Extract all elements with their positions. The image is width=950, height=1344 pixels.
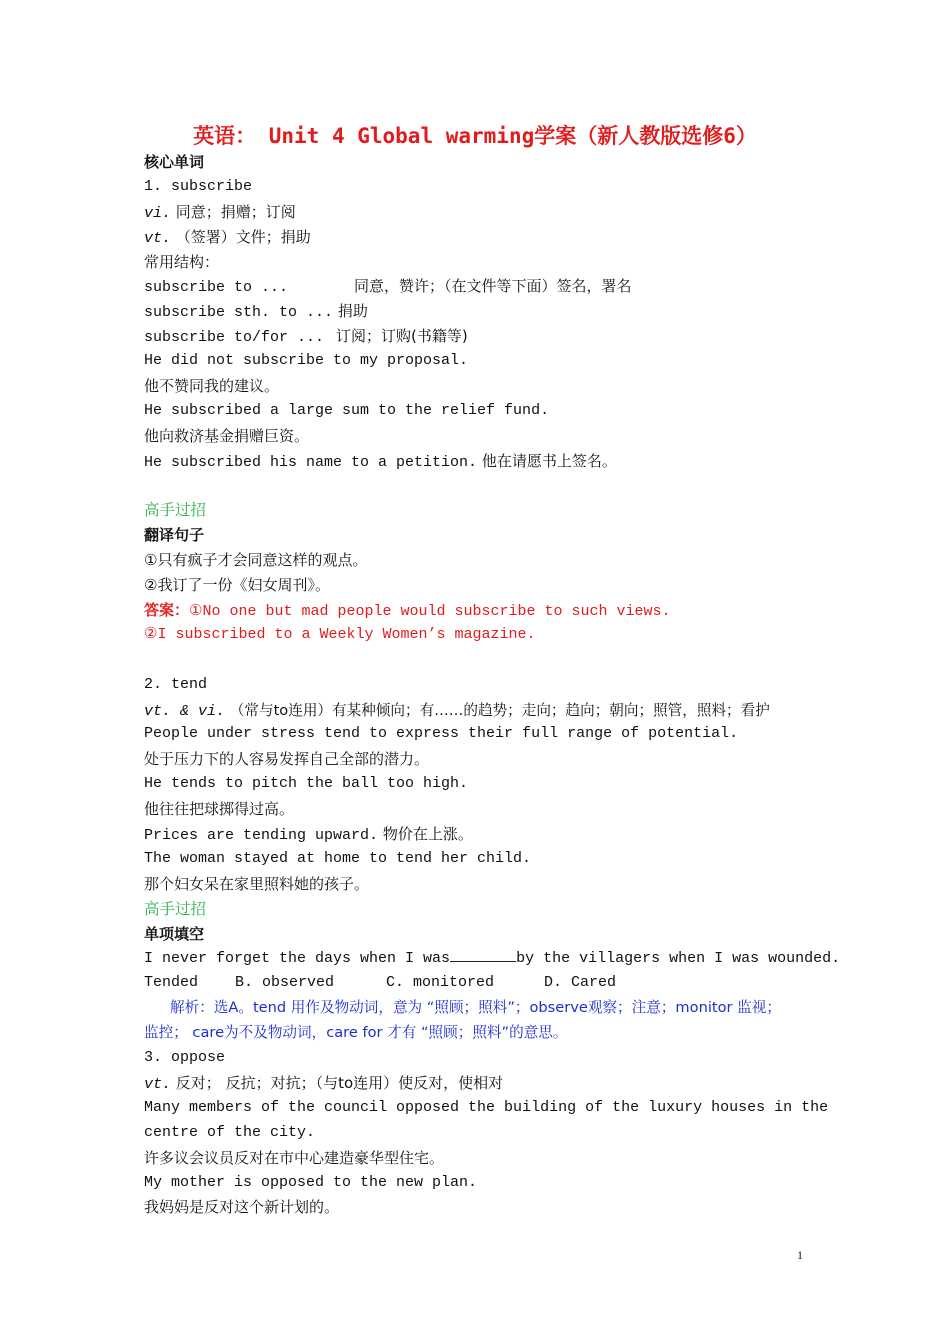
example-en: He did not subscribe to my proposal. [144,352,469,370]
example-cn: 那个妇女呆在家里照料她的孩子。 [144,874,370,893]
practice-question-1: ①只有疯子才会同意这样的观点。 [144,551,368,570]
choice-options [144,971,824,996]
example-3 [144,449,824,474]
example-en: Many members of the council opposed the building of the luxury houses in the [144,1098,829,1116]
question-text: I never forget the days when I was [144,949,451,967]
explanation-line-2: 监控； care为不及物动词，care for 才有 “照顾；照料”的意思。 [144,1024,568,1042]
word-1-vi [144,200,824,225]
definition: （签署）文件；捐助 [175,227,311,246]
question-text: by the villagers when I was wounded. [516,949,841,967]
answer-text: ①No one but mad people would subscribe to such views. [189,603,671,621]
example-cn: 物价在上涨。 [382,825,473,844]
explanation-line-1: 解析：选A。tend 用作及物动词，意为 “照顾；照料”；observe观察；注意；monitor 监视； [170,999,781,1017]
example-en: centre of the city. [144,1123,316,1141]
example-cn: 他在请愿书上签名。 [481,451,617,470]
pos-tag: vt. & vi. [144,702,226,720]
example-en: He subscribed his name to a petition. [144,453,478,471]
answer-blank [450,947,516,962]
practice-label: 高手过招 [144,501,207,520]
structure-en: subscribe sth. to ... [144,304,334,322]
example-cn: 许多议会议员反对在市中心建造豪华型住宅。 [144,1148,445,1167]
structure-cn: 同意，赞许；（在文件等下面）签名，署名 [354,277,632,296]
example-en: Prices are tending upward. [144,827,379,845]
example-cn: 我妈妈是反对这个新计划的。 [144,1198,340,1217]
spacer [144,648,824,673]
practice-task: 翻译句子 [144,526,205,545]
section-heading: 核心单词 [144,153,205,171]
page-title: 英语： Unit 4 Global warming学案（新人教版选修6） [193,124,757,148]
page-number: 1 [797,1248,803,1262]
word-3-heading: 3. oppose [144,1049,226,1067]
option-d: D. Cared [544,974,617,992]
example-cn: 处于压力下的人容易发挥自己全部的潜力。 [144,750,430,769]
word-2-heading: 2. tend [144,675,208,693]
structure-3 [144,324,824,349]
answer-2: ②I subscribed to a Weekly Women’s magazine. [144,625,536,643]
pos-tag: vi. [144,204,172,222]
example-cn: 他向救济基金捐赠巨资。 [144,426,310,445]
example-en: The woman stayed at home to tend her child. [144,849,532,867]
definition: 反对； 反抗；对抗；（与to连用）使反对，使相对 [175,1073,504,1092]
example-cn: 他不赞同我的建议。 [144,377,280,396]
spacer [144,474,824,499]
example-3 [144,822,824,847]
practice-label: 高手过招 [144,899,207,918]
word-2-definition [144,698,824,723]
example-en: He subscribed a large sum to the relief fund. [144,401,550,419]
word-3-definition [144,1071,824,1096]
structure-en: subscribe to/for ... [144,329,325,347]
word-1-heading: 1. subscribe [144,177,253,195]
practice-task: 单项填空 [144,924,205,943]
word-1-vt [144,225,824,250]
example-en: People under stress tend to express their full range of potential. [144,725,739,743]
answer-1 [144,598,824,623]
option-c: C. monitored [386,974,495,992]
fill-in-question [144,947,841,972]
example-en: He tends to pitch the ball too high. [144,775,469,793]
practice-question-2: ②我订了一份《妇女周刊》。 [144,576,330,595]
structure-2 [144,299,824,324]
definition: 同意；捐赠；订阅 [175,202,296,221]
document-body [144,150,841,1220]
structure-1 [144,274,824,299]
structure-label: 常用结构： [144,252,220,271]
option-a: Tended [144,974,199,992]
structure-en: subscribe to ... [144,279,289,297]
option-b: B. observed [235,974,335,992]
structure-cn: 订阅；订购(书籍等) [336,327,468,346]
structure-cn: 捐助 [337,302,368,321]
pos-tag: vt. [144,229,172,247]
answer-label: 答案： [144,601,190,620]
example-cn: 他往往把球掷得过高。 [144,800,295,819]
example-en: My mother is opposed to the new plan. [144,1173,478,1191]
pos-tag: vt. [144,1075,172,1093]
definition: （常与to连用）有某种倾向；有……的趋势；走向；趋向；朝向；照管，照料；看护 [229,701,770,719]
